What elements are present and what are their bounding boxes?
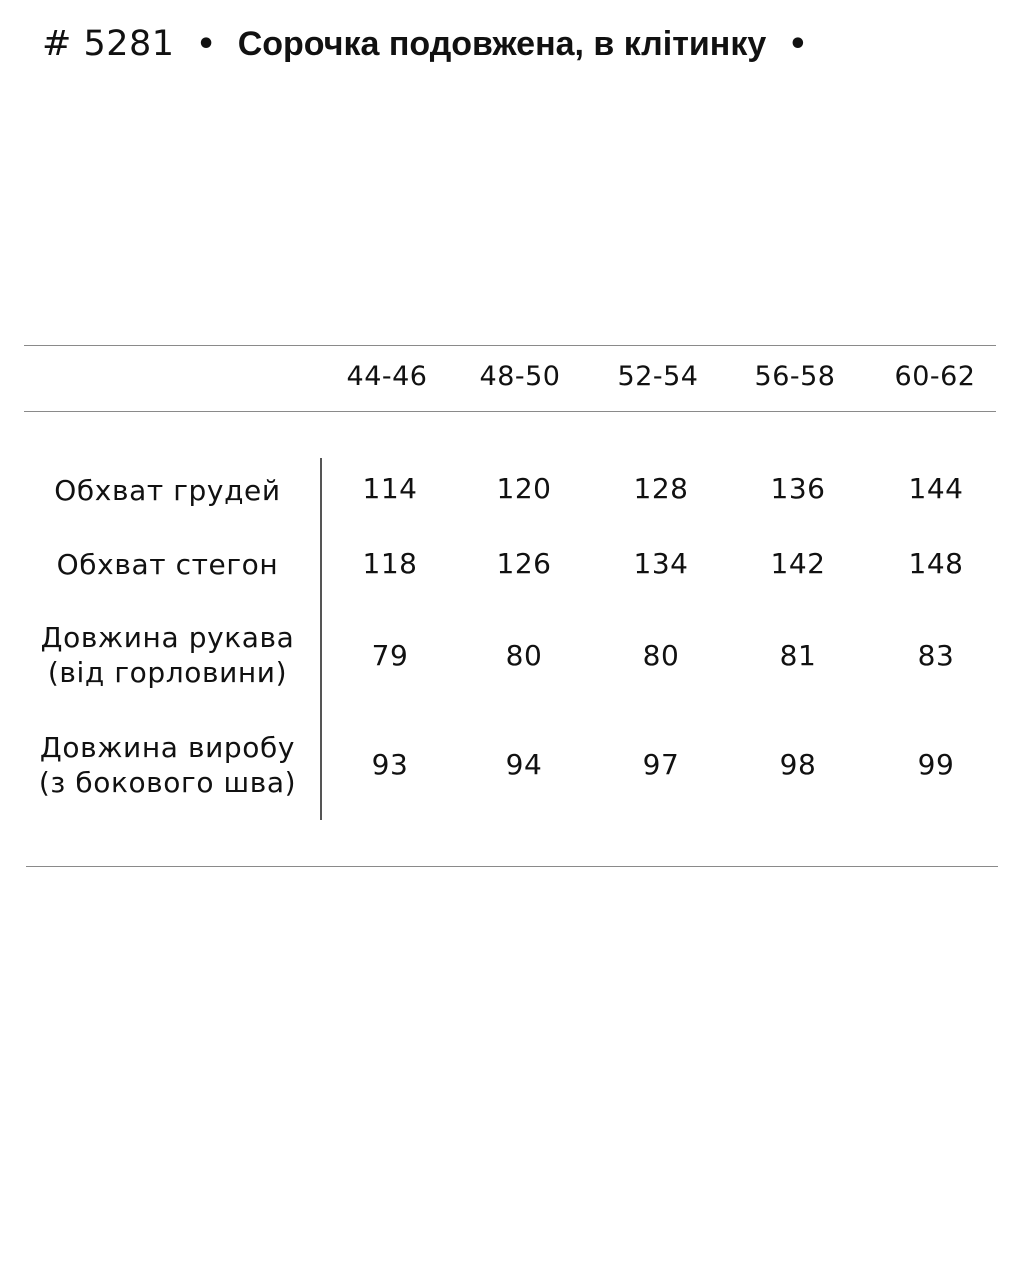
table-cell: 114 (362, 472, 418, 505)
size-header: 44-46 (346, 361, 428, 392)
size-header: 56-58 (754, 361, 836, 392)
table-top-divider (24, 345, 996, 346)
size-header: 52-54 (617, 361, 699, 392)
bullet-separator: • (196, 26, 216, 62)
bullet-separator-end: • (788, 26, 808, 62)
table-cell: 142 (770, 547, 826, 580)
size-header: 60-62 (894, 361, 976, 392)
table-cell: 80 (642, 639, 680, 672)
table-cell: 94 (505, 748, 543, 781)
row-label-chest: Обхват грудей (54, 474, 281, 507)
table-cell: 83 (917, 639, 955, 672)
table-bottom-divider (26, 866, 998, 867)
table-cell: 134 (633, 547, 689, 580)
product-code: # 5281 (42, 24, 175, 64)
table-cell: 128 (633, 472, 689, 505)
size-header: 48-50 (479, 361, 561, 392)
table-cell: 98 (779, 748, 817, 781)
table-cell: 148 (908, 547, 964, 580)
header-divider (24, 411, 996, 412)
table-cell: 144 (908, 472, 964, 505)
label-column-divider (320, 458, 322, 820)
table-cell: 97 (642, 748, 680, 781)
table-cell: 118 (362, 547, 418, 580)
table-cell: 81 (779, 639, 817, 672)
row-label-hips: Обхват стегон (56, 548, 279, 581)
row-label-garment-length: Довжина виробу (з бокового шва) (38, 731, 297, 799)
table-cell: 80 (505, 639, 543, 672)
product-name: Сорочка подовжена, в клітинку (237, 24, 767, 63)
table-cell: 136 (770, 472, 826, 505)
table-cell: 120 (496, 472, 552, 505)
row-label-sleeve-length: Довжина рукава (від горловини) (40, 621, 295, 689)
table-cell: 93 (371, 748, 409, 781)
table-cell: 99 (917, 748, 955, 781)
table-cell: 79 (371, 639, 409, 672)
table-cell: 126 (496, 547, 552, 580)
page-title (42, 20, 807, 68)
